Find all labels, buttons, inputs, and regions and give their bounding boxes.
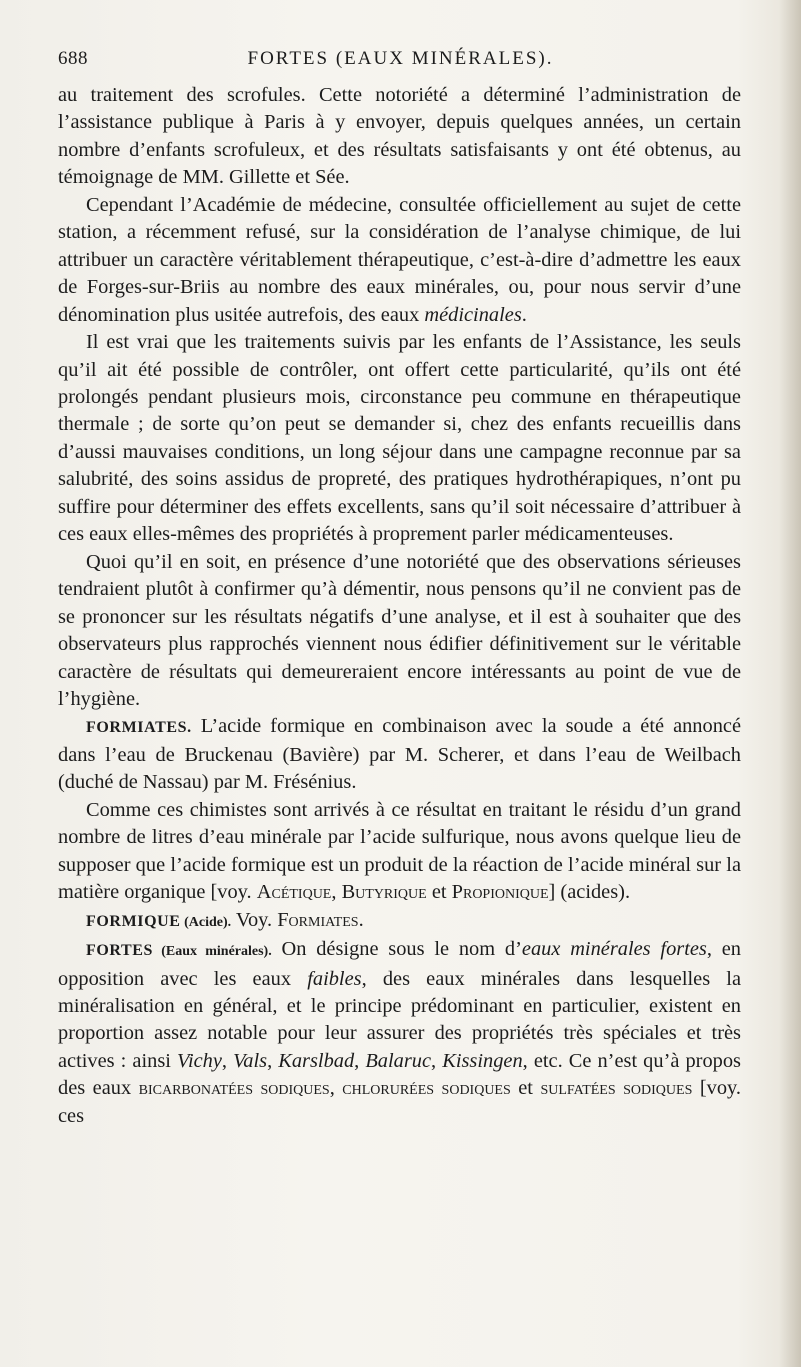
emphasis-kissingen: Kissingen — [442, 1049, 523, 1072]
entry-headword-fortes: FORTES — [86, 942, 154, 960]
cross-ref-propionique: Propionique — [451, 881, 549, 904]
emphasis-eaux-minerales-fortes: eaux minérales fortes — [521, 938, 707, 961]
separator: et — [426, 881, 452, 904]
entry-headword-formiates: FORMIATES. — [86, 719, 192, 737]
paragraph-text: Cependant l’Académie de médecine, consultée officiellement au sujet de cette station, a récemment refusé, sur la considération de l’analyse chimique, de lui attribuer un caractère véritablement thérapeutique, c’est-à-dire d’admettre les eaux de Forges-sur-Briis au nombre des eaux minérales, ou, pour nous servir d’une dénomination plus usitée autrefois, des eaux — [58, 193, 741, 326]
entry-text: L’acide formique en combinaison avec la soude a été annoncé dans l’eau de Bruckenau (Bavière) par M. Scherer, et dans l’eau de Weilbach (duché de Nassau) par M. Frésénius. — [58, 715, 741, 794]
entry-text: Voy. — [231, 908, 278, 931]
emphasis-faibles: faibles — [307, 967, 362, 990]
emphasis-vichy: Vichy — [177, 1049, 222, 1072]
emphasis-medicinales: médicinales — [424, 303, 522, 326]
entry-headword-qualifier: (Eaux minérales). — [153, 944, 272, 960]
page-body — [58, 82, 741, 1130]
page-header — [58, 48, 743, 76]
cross-ref-chlorurees: chlorurées sodiques — [342, 1077, 511, 1100]
separator: , — [221, 1049, 234, 1072]
entry-text-end: [voy. ces — [58, 1077, 741, 1127]
paragraph-text: au traitement des scrofules. Cette notoriété a déterminé l’administration de l’assistance publique à Paris à y envoyer, depuis quelques années, un certain nombre d’enfants scrofuleux, et des résultats satisfaisants y ont été obtenus, au témoignage de MM. Gillette et Sée. — [58, 84, 741, 189]
separator: , — [331, 881, 342, 904]
paragraph-scrofules — [58, 82, 741, 192]
paragraph-notoriete — [58, 549, 741, 714]
separator: , — [354, 1049, 366, 1072]
separator: , — [431, 1049, 443, 1072]
paragraph-chimistes — [58, 797, 741, 907]
entry-text: On désigne sous le nom d’ — [271, 938, 522, 961]
cross-ref-butyrique: Butyrique — [341, 881, 427, 904]
entry-text: et — [510, 1077, 541, 1100]
separator: , — [329, 1077, 343, 1100]
entry-headword-formique: FORMIQUE — [86, 912, 181, 930]
entry-text: , etc. Ce n’est qu’à propos des eaux — [58, 1049, 741, 1100]
page-number: 688 — [58, 48, 88, 69]
cross-ref-sulfatees: sulfatées sodiques — [540, 1077, 693, 1100]
running-head: FORTES (EAUX MINÉRALES). — [247, 48, 554, 69]
cross-ref-formiates: Formiates — [277, 908, 359, 931]
paragraph-academie — [58, 192, 741, 329]
separator: , — [267, 1049, 279, 1072]
paragraph-traitements — [58, 329, 741, 549]
paragraph-text: Comme ces chimistes sont arrivés à ce résultat en traitant le résidu d’un grand nombre de litres d’eau minérale par l’acide sulfurique, nous avons quelque lieu de supposer que l’acide formique est un produit de la réaction de l’acide minéral sur la matière organique [voy. — [58, 798, 741, 904]
entry-formique — [58, 907, 741, 936]
cross-ref-bicarbonatees: bicarbonatées sodiques — [138, 1077, 330, 1100]
emphasis-karslbad: Karslbad — [278, 1049, 355, 1072]
paragraph-text: Quoi qu’il en soit, en présence d’une notoriété que des observations sérieuses tendraient plutôt à confirmer qu’à démentir, nous pensons qu’il ne convient pas de se prononcer sur les résultats négatifs d’une analyse, et il est à souhaiter que des observateurs plus rapprochés viennent nous édifier définitivement sur le véritable caractère de résultats qui demeureraient encore intéressants au point de vue de l’hygiène. — [58, 550, 741, 710]
cross-ref-acetique: Acétique — [256, 881, 332, 904]
entry-text: , des eaux minérales dans lesquelles la minéralisation en général, et le principe prédominant en particulier, existent en proportion assez notable pour leur assurer des propriétés très spéciales et très actives : ainsi — [58, 967, 742, 1072]
emphasis-balaruc: Balaruc — [365, 1049, 432, 1072]
entry-headword-qualifier: (Acide). — [180, 914, 232, 930]
entry-formiates — [58, 713, 741, 796]
emphasis-vals: Vals — [233, 1049, 268, 1072]
paragraph-text: Il est vrai que les traitements suivis par les enfants de l’Assistance, les seuls qu’il ait été possible de contrôler, ont offert cette particularité, qu’ils ont été prolongés pendant plusieurs mois, circonstance peu commune en thérapeutique thermale ; de sorte qu’on peut se demander si, chez des enfants recueillis dans d’aussi mauvaises conditions, un long séjour dans une campagne reconnue par sa salubrité, des soins assidus de propreté, des pratiques hydrothérapiques, n’ont pu suffire pour déterminer des effets excellents, sans qu’il soit nécessaire d’attribuer à ces eaux elles-mêmes des propriétés à proprement parler médicamenteuses. — [58, 331, 741, 546]
entry-text-end: . — [358, 908, 364, 931]
entry-text: , en opposition avec les eaux — [58, 938, 741, 990]
entry-fortes — [58, 936, 741, 1130]
page-edge-shadow — [779, 0, 801, 1367]
paragraph-text-end: ] (acides). — [548, 881, 631, 904]
paragraph-text-end: . — [521, 303, 527, 326]
